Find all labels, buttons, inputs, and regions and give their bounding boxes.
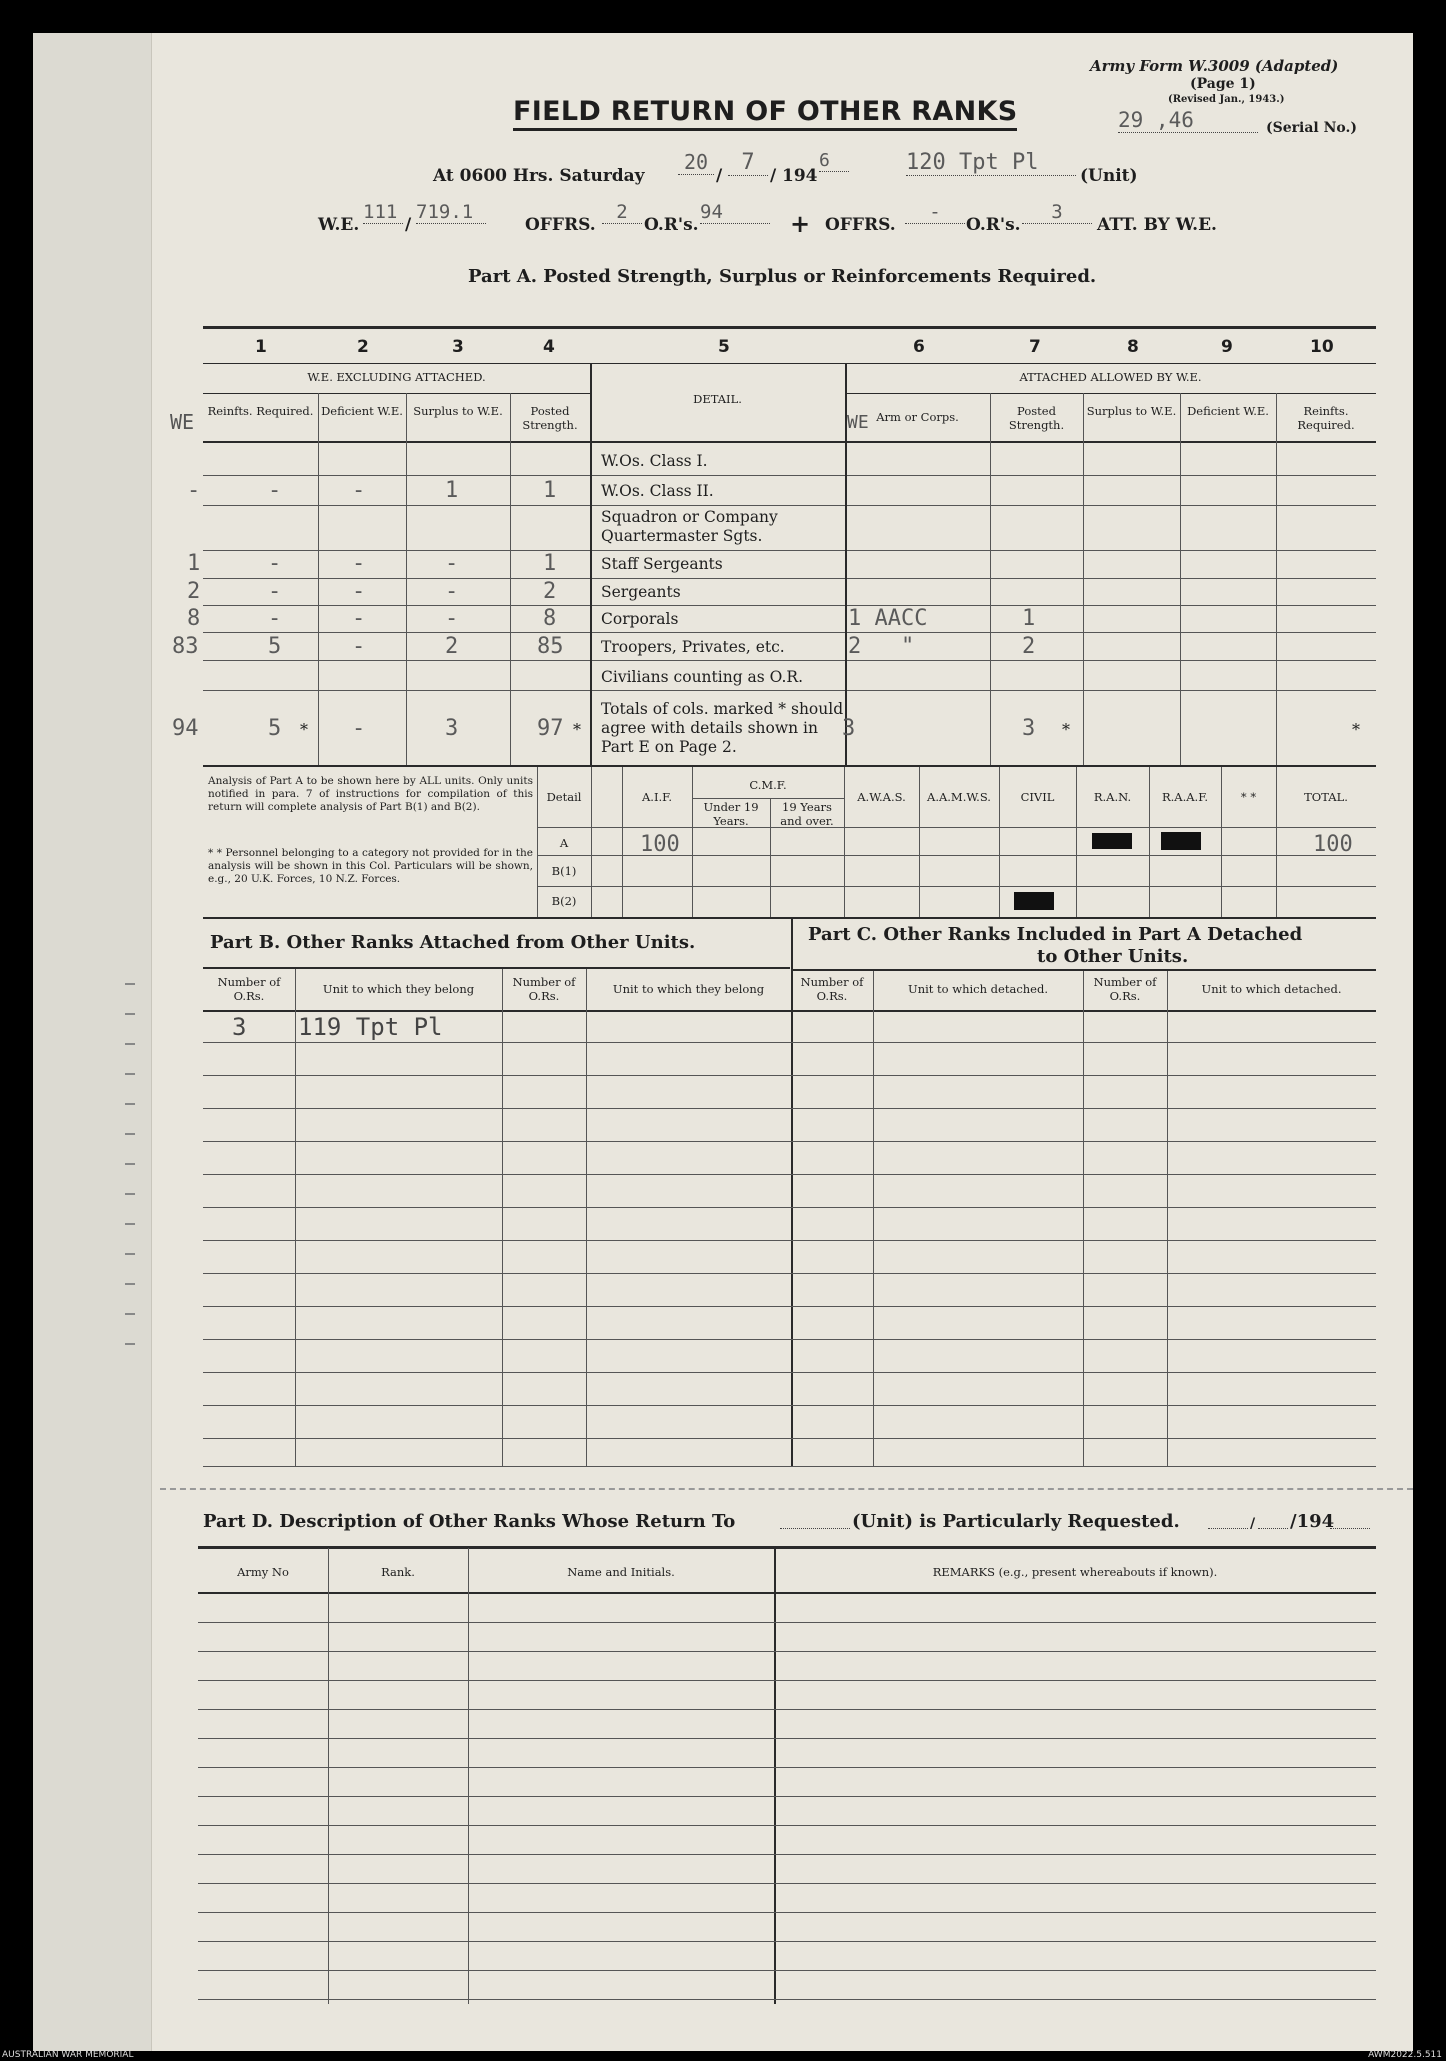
part-b-row1-num: 3 bbox=[232, 1013, 247, 1041]
group-header-left: W.E. EXCLUDING ATTACHED. bbox=[307, 370, 486, 384]
we-total: 94 bbox=[172, 716, 199, 741]
army-form-label: Army Form W.3009 (Adapted) bbox=[1090, 57, 1339, 75]
part-c-header-unit2: Unit to which detached. bbox=[1201, 982, 1342, 996]
c2-troopers: - bbox=[352, 634, 366, 659]
col-header-8: Surplus to W.E. bbox=[1086, 404, 1177, 418]
c2-wo2: - bbox=[352, 478, 366, 503]
c4-troopers: 85 bbox=[537, 634, 564, 659]
serial-number-label: (Serial No.) bbox=[1266, 120, 1357, 136]
col-header-7: Posted Strength. bbox=[1008, 404, 1065, 432]
serial-number-value: 29 ,46 bbox=[1118, 108, 1258, 133]
part-d-row-line bbox=[198, 1796, 1376, 1797]
we-staff-sgt: 1 bbox=[187, 551, 201, 576]
detail-totals: Totals of cols. marked * should agree with details shown in Part E on Page 2. bbox=[601, 700, 844, 756]
analysis-header-aif: A.I.F. bbox=[641, 790, 672, 804]
detail-quartermaster: Squadron or Company Quartermaster Sgts. bbox=[601, 508, 778, 545]
redaction-civil bbox=[1014, 892, 1054, 910]
c2-cpl: - bbox=[352, 606, 366, 631]
c4-staff-sgt: 1 bbox=[543, 551, 557, 576]
c6-cpl: 1 AACC bbox=[848, 606, 928, 631]
plus-sign: + bbox=[790, 209, 811, 238]
part-d-row-line bbox=[198, 1680, 1376, 1681]
part-d-row-line bbox=[198, 1738, 1376, 1739]
at-hours-label: At 0600 Hrs. Saturday bbox=[433, 166, 645, 186]
col-header-1: Reinfts. Required. bbox=[207, 404, 314, 418]
part-b-row1-unit: 119 Tpt Pl bbox=[298, 1013, 443, 1041]
part-d-title-date: /194 bbox=[1290, 1511, 1335, 1532]
analysis-header-total: TOTAL. bbox=[1304, 790, 1348, 804]
col-num-8: 8 bbox=[1127, 337, 1139, 357]
analysis-header-ran: R.A.N. bbox=[1093, 790, 1132, 804]
we-value-2: 719.1 bbox=[416, 201, 486, 224]
part-c-header-unit1: Unit to which detached. bbox=[908, 982, 1048, 996]
we-col6-prefix: WE bbox=[847, 412, 869, 433]
part-c-title-2: to Other Units. bbox=[1037, 946, 1189, 967]
analysis-note-2: * * Personnel belonging to a category not provided for in the analysis will be shown in this Col. Particulars will be shown, e.g., 20 U.K. Forces, 10 N.Z. Forces. bbox=[208, 847, 533, 885]
footer-reference: AWM2022.5.511 bbox=[1368, 2050, 1442, 2060]
date-year-suffix: 6 bbox=[819, 150, 849, 172]
detail-civilians: Civilians counting as O.R. bbox=[601, 668, 803, 686]
c7-total-star: * bbox=[1062, 720, 1070, 739]
c4-wo2: 1 bbox=[543, 478, 557, 503]
col-header-2: Deficient W.E. bbox=[321, 404, 403, 418]
perforation-line bbox=[160, 1488, 1413, 1490]
c3-cpl: - bbox=[445, 606, 459, 631]
analysis-header-under19: Under 19 Years. bbox=[703, 800, 759, 828]
c1-troopers: 5 bbox=[268, 634, 282, 659]
detail-wo-class-1: W.Os. Class I. bbox=[601, 452, 708, 470]
we-cpl: 8 bbox=[187, 606, 201, 631]
att-by-we-label: ATT. BY W.E. bbox=[1097, 215, 1217, 235]
part-d-row-line bbox=[198, 1912, 1376, 1913]
analysis-header-aamws: A.A.M.W.S. bbox=[927, 790, 991, 804]
we-troopers: 83 bbox=[172, 634, 199, 659]
ors2-label: O.R's. bbox=[966, 215, 1021, 235]
analysis-header-cmf: C.M.F. bbox=[749, 778, 787, 792]
date-day: 20 bbox=[678, 150, 714, 175]
c7-cpl: 1 bbox=[1022, 606, 1036, 631]
c1-wo2: - bbox=[268, 478, 282, 503]
part-b-header-unit1: Unit to which they belong bbox=[322, 982, 475, 996]
part-a-title: Part A. Posted Strength, Surplus or Reinforcements Required. bbox=[468, 266, 1097, 287]
we-wo2: - bbox=[187, 478, 201, 503]
part-d-row-line bbox=[198, 1767, 1376, 1768]
analysis-header-civil: CIVIL bbox=[1020, 790, 1055, 804]
c1-staff-sgt: - bbox=[268, 551, 282, 576]
part-d-header-name: Name and Initials. bbox=[567, 1565, 675, 1579]
part-d-row-line bbox=[198, 1999, 1376, 2000]
part-d-row-line bbox=[198, 1709, 1376, 1710]
part-c-title-1: Part C. Other Ranks Included in Part A Detached bbox=[808, 924, 1303, 945]
offrs-value: 2 bbox=[602, 201, 642, 224]
part-b-title: Part B. Other Ranks Attached from Other Units. bbox=[210, 932, 696, 953]
part-b-header-num2: Number of O.Rs. bbox=[512, 975, 576, 1003]
c10-total-star: * bbox=[1352, 720, 1360, 739]
c3-troopers: 2 bbox=[445, 634, 459, 659]
col-header-5: DETAIL. bbox=[693, 392, 742, 406]
redaction-raaf bbox=[1161, 832, 1201, 850]
unit-value: 120 Tpt Pl bbox=[906, 150, 1076, 176]
c1-total-star: * bbox=[300, 720, 308, 739]
we-value-1: 111 bbox=[363, 201, 403, 224]
detail-sgt: Sergeants bbox=[601, 583, 681, 601]
c2-sgt: - bbox=[352, 579, 366, 604]
c1-sgt: - bbox=[268, 579, 282, 604]
part-d-row-line bbox=[198, 1622, 1376, 1623]
part-d-row-line bbox=[198, 1651, 1376, 1652]
part-d-header-army-no: Army No bbox=[237, 1565, 289, 1579]
offrs2-label: OFFRS. bbox=[825, 215, 896, 235]
c1-total: 5 bbox=[268, 716, 282, 741]
c6-troopers: 2 " bbox=[848, 634, 915, 659]
col-header-10: Reinfts. Required. bbox=[1297, 404, 1355, 432]
offrs2-value: - bbox=[905, 201, 965, 224]
col-num-5: 5 bbox=[718, 337, 730, 357]
part-d-row-line bbox=[198, 1825, 1376, 1826]
col-num-4: 4 bbox=[543, 337, 555, 357]
part-b-header-unit2: Unit to which they belong bbox=[612, 982, 765, 996]
part-d-row-line bbox=[198, 1970, 1376, 1971]
date-month: 7 bbox=[728, 150, 768, 176]
analysis-header-other: * * bbox=[1240, 790, 1257, 804]
group-header-right: ATTACHED ALLOWED BY W.E. bbox=[1019, 370, 1202, 384]
ors-label: O.R's. bbox=[644, 215, 699, 235]
unit-label: (Unit) bbox=[1080, 166, 1138, 186]
part-d-row-line bbox=[198, 1854, 1376, 1855]
col-num-3: 3 bbox=[452, 337, 464, 357]
part-b-header-num1: Number of O.Rs. bbox=[217, 975, 281, 1003]
we-label: W.E. bbox=[318, 215, 360, 235]
analysis-header-awas: A.W.A.S. bbox=[857, 790, 906, 804]
col-num-9: 9 bbox=[1221, 337, 1233, 357]
c3-total: 3 bbox=[445, 716, 459, 741]
we-sgt: 2 bbox=[187, 579, 201, 604]
col-num-1: 1 bbox=[255, 337, 267, 357]
c4-sgt: 2 bbox=[543, 579, 557, 604]
col-num-6: 6 bbox=[913, 337, 925, 357]
part-c-header-num1: Number of O.Rs. bbox=[800, 975, 864, 1003]
c3-sgt: - bbox=[445, 579, 459, 604]
c1-cpl: - bbox=[268, 606, 282, 631]
left-margin-strip bbox=[33, 33, 152, 2051]
analysis-header-raaf: R.A.A.F. bbox=[1161, 790, 1209, 804]
c3-staff-sgt: - bbox=[445, 551, 459, 576]
offrs-label: OFFRS. bbox=[525, 215, 596, 235]
ors-value: 94 bbox=[700, 201, 770, 224]
col-num-2: 2 bbox=[357, 337, 369, 357]
part-d-title: Part D. Description of Other Ranks Whose Return To bbox=[203, 1511, 736, 1532]
analysis-a-aif-value: 100 bbox=[640, 832, 680, 857]
detail-wo-class-2: W.Os. Class II. bbox=[601, 482, 714, 500]
analysis-a-total-value: 100 bbox=[1313, 832, 1353, 857]
part-d-row-line bbox=[198, 1941, 1376, 1942]
c2-staff-sgt: - bbox=[352, 551, 366, 576]
part-d-row-line bbox=[198, 1883, 1376, 1884]
analysis-row-b2: B(2) bbox=[551, 894, 577, 908]
we-margin-label: WE bbox=[170, 410, 195, 434]
analysis-header-detail: Detail bbox=[546, 790, 582, 804]
analysis-header-19over: 19 Years and over. bbox=[780, 800, 834, 828]
part-d-header-remarks: REMARKS (e.g., present whereabouts if known). bbox=[932, 1565, 1218, 1579]
col-num-10: 10 bbox=[1310, 337, 1334, 357]
page-label: (Page 1) bbox=[1190, 76, 1256, 92]
footer-credit: AUSTRALIAN WAR MEMORIAL bbox=[2, 2050, 134, 2060]
analysis-note: Analysis of Part A to be shown here by ALL units. Only units notified in para. 7 of instructions for compilation of this return will complete analysis of Part B(1) and B(2). bbox=[208, 775, 533, 813]
col-header-9: Deficient W.E. bbox=[1187, 404, 1269, 418]
c4-total: 97 bbox=[537, 716, 564, 741]
analysis-row-a: A bbox=[559, 836, 569, 850]
col-num-7: 7 bbox=[1029, 337, 1041, 357]
detail-staff-sgt: Staff Sergeants bbox=[601, 555, 723, 573]
c7-troopers: 2 bbox=[1022, 634, 1036, 659]
col-header-3: Surplus to W.E. bbox=[413, 404, 503, 418]
detail-troopers: Troopers, Privates, etc. bbox=[601, 638, 785, 656]
ors2-value: 3 bbox=[1022, 201, 1092, 224]
col-header-4: Posted Strength. bbox=[522, 404, 578, 432]
redaction-ran bbox=[1092, 833, 1132, 849]
date-year-prefix: 194 bbox=[782, 166, 818, 186]
c7-total: 3 bbox=[1022, 716, 1036, 741]
part-c-header-num2: Number of O.Rs. bbox=[1093, 975, 1157, 1003]
c2-total: - bbox=[352, 716, 366, 741]
analysis-row-b1: B(1) bbox=[551, 864, 577, 878]
part-d-header-rank: Rank. bbox=[381, 1565, 415, 1579]
detail-cpl: Corporals bbox=[601, 610, 679, 628]
c4-total-star: * bbox=[573, 720, 581, 739]
col-header-6: Arm or Corps. bbox=[876, 410, 959, 424]
revised-label: (Revised Jan., 1943.) bbox=[1168, 94, 1285, 105]
c3-wo2: 1 bbox=[445, 478, 459, 503]
c6-total: 3 bbox=[842, 716, 856, 741]
part-d-title-mid: (Unit) is Particularly Requested. bbox=[852, 1511, 1180, 1532]
form-title: FIELD RETURN OF OTHER RANKS bbox=[513, 96, 1017, 131]
c4-cpl: 8 bbox=[543, 606, 557, 631]
